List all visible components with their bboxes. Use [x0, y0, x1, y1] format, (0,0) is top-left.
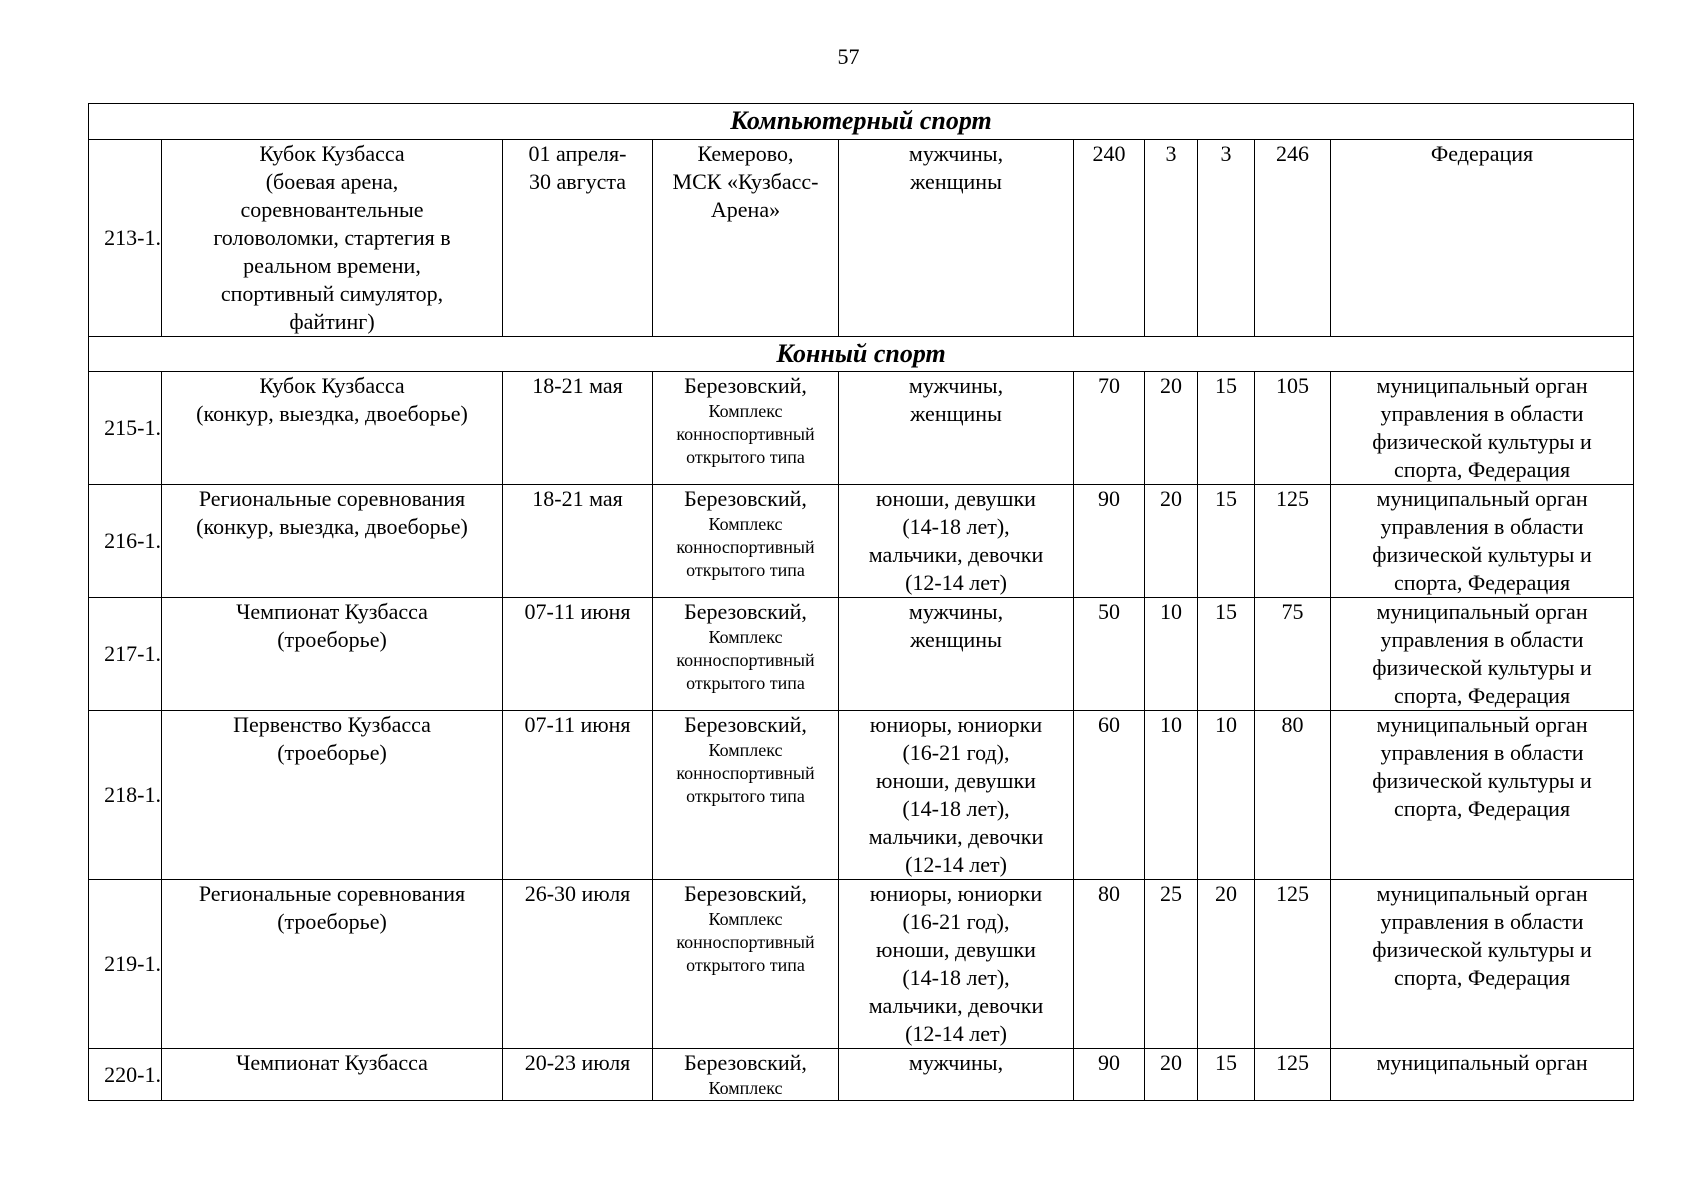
event-name-line: Кубок Кузбасса [259, 141, 405, 166]
count-n3: 15 [1198, 1049, 1255, 1101]
organizer [1331, 485, 1634, 598]
event-place [653, 880, 839, 1049]
organizer-line: спорта, Федерация [1393, 796, 1571, 821]
event-dates [503, 485, 653, 598]
row-number: 220-1. [89, 1049, 162, 1101]
event-name-line: Кубок Кузбасса [259, 373, 405, 398]
count-n2: 20 [1145, 485, 1198, 598]
participants [839, 598, 1074, 711]
event-name [162, 1049, 503, 1101]
total-count: 125 [1255, 485, 1331, 598]
event-venue-line: конноспортивный [676, 424, 815, 444]
event-place-line: Березовский, [684, 881, 807, 906]
total-count: 246 [1255, 140, 1331, 337]
row-number: 213-1. [89, 140, 162, 337]
row-number: 218-1. [89, 711, 162, 880]
participants-line: женщины [910, 627, 1002, 652]
event-name-line: Первенство Кузбасса [233, 712, 431, 737]
event-venue-line: Комплекс [708, 1078, 783, 1098]
count-n3: 20 [1198, 880, 1255, 1049]
event-venue-line: конноспортивный [676, 650, 815, 670]
organizer-line: управления в области [1380, 514, 1584, 539]
participants [839, 140, 1074, 337]
organizer-line: спорта, Федерация [1393, 965, 1571, 990]
organizer [1331, 1049, 1634, 1101]
event-name [162, 598, 503, 711]
organizer-line: муниципальный орган [1376, 712, 1588, 737]
organizer-line: физической культуры и [1372, 937, 1592, 962]
participants-line: юноши, девушки [876, 486, 1036, 511]
event-venue-line: Комплекс [708, 514, 783, 534]
event-dates-line: 01 апреля- [528, 141, 627, 166]
participants-line: женщины [910, 401, 1002, 426]
table-row [89, 140, 1634, 337]
participants-line: (12-14 лет) [905, 852, 1007, 877]
event-name-line: Региональные соревнования [198, 881, 466, 906]
event-dates [503, 372, 653, 485]
event-dates [503, 880, 653, 1049]
count-n1: 60 [1074, 711, 1145, 880]
event-dates-line: 30 августа [528, 169, 627, 194]
count-n2: 20 [1145, 1049, 1198, 1101]
organizer [1331, 598, 1634, 711]
participants-line: (16-21 год), [902, 909, 1010, 934]
total-count: 125 [1255, 880, 1331, 1049]
organizer-line: спорта, Федерация [1393, 570, 1571, 595]
total-count: 80 [1255, 711, 1331, 880]
event-name-line: (конкур, выездка, двоеборье) [196, 401, 468, 426]
event-venue-line: открытого типа [686, 786, 805, 806]
count-n2: 3 [1145, 140, 1198, 337]
event-dates [503, 598, 653, 711]
event-place [653, 711, 839, 880]
event-name-line: головоломки, стартегия в [213, 225, 451, 250]
organizer-line: спорта, Федерация [1393, 457, 1571, 482]
count-n1: 240 [1074, 140, 1145, 337]
total-count: 125 [1255, 1049, 1331, 1101]
count-n3: 10 [1198, 711, 1255, 880]
row-number: 216-1. [89, 485, 162, 598]
count-n3: 15 [1198, 485, 1255, 598]
event-place [653, 598, 839, 711]
participants-line: мальчики, девочки [868, 542, 1044, 567]
organizer [1331, 140, 1634, 337]
table-row [89, 1049, 1634, 1101]
participants-line: (12-14 лет) [905, 1021, 1007, 1046]
organizer-line: управления в области [1380, 401, 1584, 426]
participants-line: (16-21 год), [902, 740, 1010, 765]
event-venue-line: Комплекс [708, 740, 783, 760]
participants-line: (14-18 лет), [902, 796, 1010, 821]
event-name-line: спортивный симулятор, [220, 281, 444, 306]
event-dates-line: 26-30 июля [524, 881, 631, 906]
organizer-line: муниципальный орган [1376, 1050, 1588, 1075]
section-header-row [89, 104, 1634, 140]
event-dates [503, 1049, 653, 1101]
section-title: Компьютерный спорт [89, 104, 1634, 140]
event-venue-line: открытого типа [686, 560, 805, 580]
event-name [162, 140, 503, 337]
section-header-row [89, 337, 1634, 372]
event-place [653, 485, 839, 598]
event-venue-line: конноспортивный [676, 763, 815, 783]
organizer-line: управления в области [1380, 740, 1584, 765]
participants-line: юноши, девушки [876, 768, 1036, 793]
participants [839, 485, 1074, 598]
organizer-line: управления в области [1380, 627, 1584, 652]
event-dates-line: 18-21 мая [532, 486, 623, 511]
event-name-line: Чемпионат Кузбасса [236, 599, 428, 624]
event-dates [503, 711, 653, 880]
count-n2: 10 [1145, 598, 1198, 711]
participants-line: мальчики, девочки [868, 993, 1044, 1018]
page-number: 57 [837, 44, 860, 69]
participants-line: мальчики, девочки [868, 824, 1044, 849]
event-dates-line: 18-21 мая [532, 373, 623, 398]
event-name-line: (боевая арена, [265, 169, 399, 194]
participants-line: мужчины, [908, 141, 1004, 166]
event-place [653, 372, 839, 485]
table-row [89, 711, 1634, 880]
count-n2: 20 [1145, 372, 1198, 485]
organizer-line: Федерация [1430, 141, 1534, 166]
total-count: 75 [1255, 598, 1331, 711]
organizer-line: муниципальный орган [1376, 881, 1588, 906]
event-dates-line: 07-11 июня [524, 712, 631, 737]
organizer-line: физической культуры и [1372, 542, 1592, 567]
organizer [1331, 372, 1634, 485]
event-name [162, 372, 503, 485]
event-place-line: Березовский, [684, 712, 807, 737]
table-row [89, 372, 1634, 485]
event-place-line: МСК «Кузбасс- [672, 169, 819, 194]
participants-line: мужчины, [908, 373, 1004, 398]
organizer-line: физической культуры и [1372, 768, 1592, 793]
event-name-line: (конкур, выездка, двоеборье) [196, 514, 468, 539]
organizer-line: физической культуры и [1372, 655, 1592, 680]
event-name-line: Чемпионат Кузбасса [236, 1050, 428, 1075]
event-venue-line: открытого типа [686, 447, 805, 467]
participants-line: (14-18 лет), [902, 514, 1010, 539]
event-venue-line: Комплекс [708, 401, 783, 421]
participants-line: мужчины, [908, 599, 1004, 624]
organizer-line: физической культуры и [1372, 429, 1592, 454]
event-venue-line: конноспортивный [676, 537, 815, 557]
participants-line: (14-18 лет), [902, 965, 1010, 990]
organizer [1331, 880, 1634, 1049]
event-place-line: Березовский, [684, 486, 807, 511]
count-n2: 25 [1145, 880, 1198, 1049]
participants [839, 880, 1074, 1049]
participants-line: женщины [910, 169, 1002, 194]
event-venue-line: Комплекс [708, 909, 783, 929]
count-n1: 90 [1074, 485, 1145, 598]
participants-line: (12-14 лет) [905, 570, 1007, 595]
event-dates [503, 140, 653, 337]
count-n1: 70 [1074, 372, 1145, 485]
participants [839, 372, 1074, 485]
event-venue-line: открытого типа [686, 673, 805, 693]
organizer-line: муниципальный орган [1376, 486, 1588, 511]
organizer-line: спорта, Федерация [1393, 683, 1571, 708]
organizer-line: муниципальный орган [1376, 599, 1588, 624]
count-n1: 50 [1074, 598, 1145, 711]
event-place-line: Березовский, [684, 373, 807, 398]
participants [839, 1049, 1074, 1101]
event-name [162, 485, 503, 598]
organizer [1331, 711, 1634, 880]
event-venue-line: Комплекс [708, 627, 783, 647]
count-n2: 10 [1145, 711, 1198, 880]
event-place-line: Березовский, [684, 1050, 807, 1075]
event-name [162, 880, 503, 1049]
row-number: 217-1. [89, 598, 162, 711]
count-n3: 15 [1198, 372, 1255, 485]
event-name-line: (троеборье) [277, 909, 387, 934]
event-name-line: файтинг) [289, 309, 375, 334]
organizer-line: управления в области [1380, 909, 1584, 934]
count-n1: 80 [1074, 880, 1145, 1049]
event-name-line: Региональные соревнования [198, 486, 466, 511]
section-title: Конный спорт [89, 337, 1634, 372]
events-table [88, 103, 1634, 1101]
event-venue-line: конноспортивный [676, 932, 815, 952]
event-place [653, 140, 839, 337]
table-body [89, 104, 1634, 1101]
count-n3: 3 [1198, 140, 1255, 337]
event-place-line: Кемерово, [697, 141, 794, 166]
participants-line: юноши, девушки [876, 937, 1036, 962]
event-venue-line: открытого типа [686, 955, 805, 975]
table-row [89, 485, 1634, 598]
event-name-line: соревновантельные [240, 197, 424, 222]
table-row [89, 598, 1634, 711]
event-place-line: Березовский, [684, 599, 807, 624]
participants-line: мужчины, [908, 1050, 1004, 1075]
event-name-line: (троеборье) [277, 740, 387, 765]
event-dates-line: 20-23 июля [524, 1050, 631, 1075]
row-number: 219-1. [89, 880, 162, 1049]
event-name-line: реальном времени, [243, 253, 421, 278]
event-name-line: (троеборье) [277, 627, 387, 652]
event-place-line: Арена» [710, 197, 781, 222]
event-dates-line: 07-11 июня [524, 599, 631, 624]
organizer-line: муниципальный орган [1376, 373, 1588, 398]
participants-line: юниоры, юниорки [869, 712, 1043, 737]
participants-line: юниоры, юниорки [869, 881, 1043, 906]
event-name [162, 711, 503, 880]
total-count: 105 [1255, 372, 1331, 485]
table-row [89, 880, 1634, 1049]
count-n1: 90 [1074, 1049, 1145, 1101]
row-number: 215-1. [89, 372, 162, 485]
event-place [653, 1049, 839, 1101]
participants [839, 711, 1074, 880]
count-n3: 15 [1198, 598, 1255, 711]
